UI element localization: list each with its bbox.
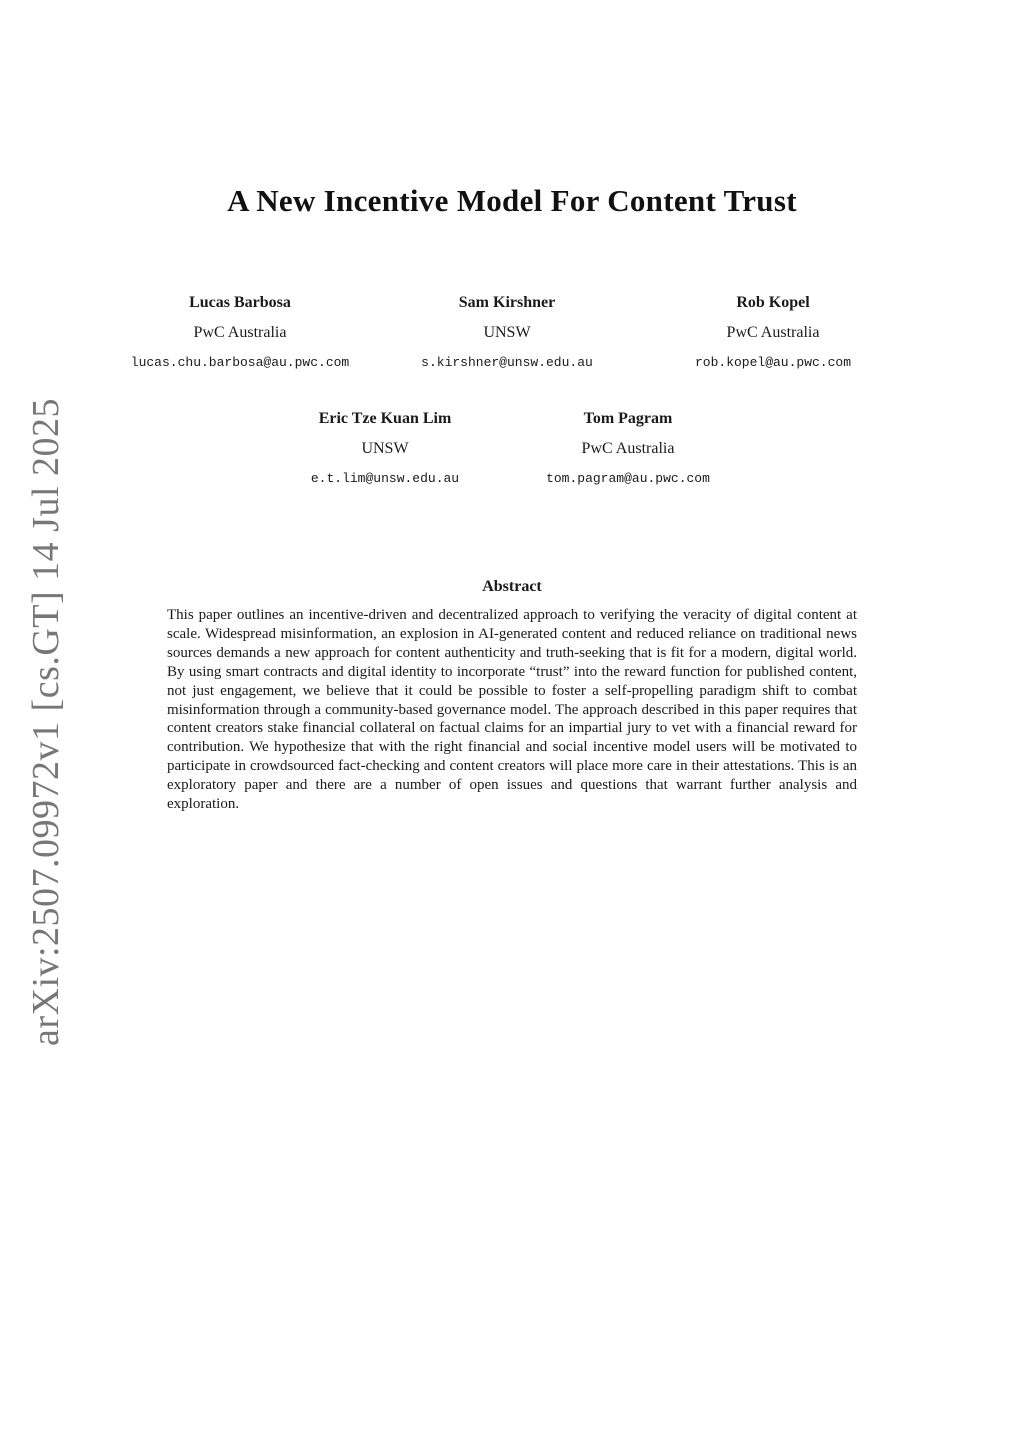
author-email[interactable]: tom.pagram@au.pwc.com xyxy=(546,471,710,486)
author-email[interactable]: lucas.chu.barbosa@au.pwc.com xyxy=(130,355,350,370)
author-affiliation: UNSW xyxy=(361,440,409,457)
abstract-heading: Abstract xyxy=(482,578,542,595)
author-name: Tom Pagram xyxy=(583,410,673,427)
author-block xyxy=(468,408,788,490)
author-block xyxy=(613,292,933,374)
arxiv-identifier: arXiv:2507.09972v1 [cs.GT] 14 Jul 2025 xyxy=(25,397,67,1047)
author-email[interactable]: e.t.lim@unsw.edu.au xyxy=(310,471,460,486)
author-affiliation: PwC Australia xyxy=(581,440,675,457)
author-email[interactable]: s.kirshner@unsw.edu.au xyxy=(421,355,593,370)
author-email[interactable]: rob.kopel@au.pwc.com xyxy=(694,355,852,370)
author-affiliation: UNSW xyxy=(483,324,531,341)
paper-title: A New Incentive Model For Content Trust xyxy=(227,183,797,218)
author-name: Rob Kopel xyxy=(736,294,810,311)
author-name: Eric Tze Kuan Lim xyxy=(318,410,452,427)
author-name: Sam Kirshner xyxy=(458,294,556,311)
author-affiliation: PwC Australia xyxy=(726,324,820,341)
abstract-text: This paper outlines an incentive-driven and decentralized approach to verifying the veracity of digital content at scale. Widespread misinformation, an explosion in AI-generated content and reduced reliance on traditional news sources demands a new approach for content authenticity and truth-seeking that is fit for a modern, digital world. By using smart contracts and digital identity to incorporate “trust” into the reward function for published content, not just engagement, we believe that it could be possible to foster a self-propelling paradigm shift to combat misinformation through a community-based governance model. The approach described in this paper requires that content creators stake financial collateral on factual claims for an impartial jury to vet with a financial reward for contribution. We hypothesize that with the right financial and social incentive model users will be motivated to participate in crowdsourced fact-checking and content creators will place more care in their attestations. This is an exploratory paper and there are a number of open issues and questions that warrant further analysis and exploration. xyxy=(167,607,857,813)
author-name: Lucas Barbosa xyxy=(189,294,291,311)
author-affiliation: PwC Australia xyxy=(193,324,287,341)
